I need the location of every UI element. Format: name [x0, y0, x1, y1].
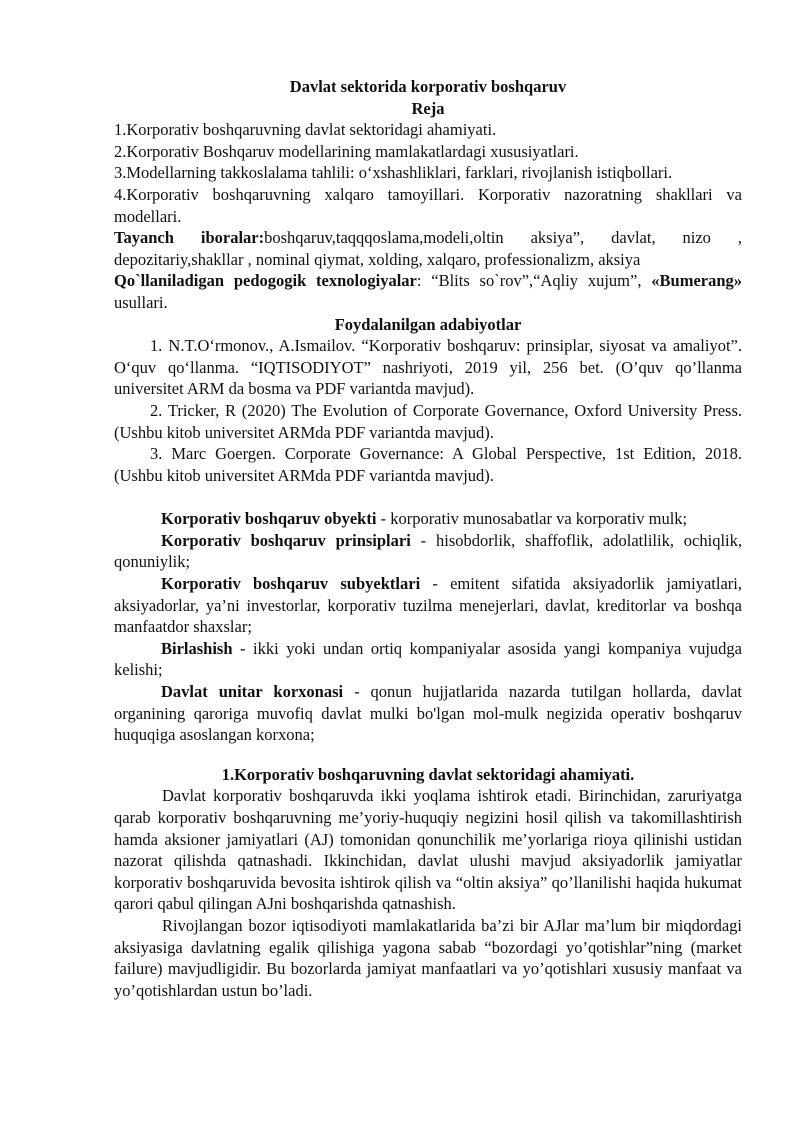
definition-item	[114, 508, 742, 530]
plan-item: 1.Korporativ boshqaruvning davlat sektoridagi ahamiyati.	[114, 120, 497, 140]
definition-text: - qonun hujjatlarida nazarda tutilgan hollarda, davlat organining qaroriga muvofiq davlat mulki bo'lgan mol-mulk negizida operativ boshqaruv huquqiga asoslangan korxona;	[114, 682, 742, 745]
plan-list	[114, 119, 742, 227]
definition-text: - emitent sifatida aksiyadorlik jamiyatlari, aksiyadorlar, ya’ni investorlar, korporativ tuzilma menejerlari, davlat, kreditorlar va boshqa manfaatdor shaxslar;	[114, 574, 742, 637]
keywords-text: boshqaruv,taqqqoslama,modeli,oltin aksiya”, davlat, nizo , depozitariy,shakllar , nominal qiymat, xolding, xalqaro, professionalizm, aksiya	[114, 228, 742, 269]
plan-heading: Reja	[411, 98, 445, 118]
reference-item: 2. Tricker, R (2020) The Evolution of Corporate Governance, Oxford University Press. (Ushbu kitob universitet ARMda PDF variantda mavjud).	[114, 400, 742, 442]
definitions-list	[114, 508, 742, 746]
technologies-bumerang: «Bumerang»	[651, 271, 743, 291]
definition-item	[114, 573, 742, 638]
plan-item: 3.Modellarning takkoslalama tahlili: o‘xshashliklari, farklari, rivojlanish istiqbollari.	[114, 163, 673, 183]
definition-item	[114, 681, 742, 746]
definition-text: - ikki yoki undan ortiq kompaniyalar asosida yangi kompaniya vujudga kelishi;	[114, 638, 742, 680]
keywords-label: Tayanch iboralar:	[114, 228, 265, 248]
reference-item: 3. Marc Goergen. Corporate Governance: A Global Perspective, 1st Edition, 2018. (Ushbu kitob universitet ARMda PDF variantda mavjud).	[114, 444, 742, 485]
section1-heading: 1.Korporativ boshqaruvning davlat sektoridagi ahamiyati.	[221, 764, 635, 784]
plan-item: 2.Korporativ Boshqaruv modellarining mamlakatlardagi xususiyatlari.	[114, 141, 579, 161]
definition-term: Korporativ boshqaruv obyekti	[161, 509, 377, 529]
definition-term: Korporativ boshqaruv prinsiplari	[161, 530, 411, 550]
definition-item	[114, 638, 742, 681]
definition-text: - hisobdorlik, shaffoflik, adolatlilik, ochiqlik, qonuniylik;	[114, 530, 742, 572]
references-list	[114, 335, 742, 486]
references-heading: Foydalanilgan adabiyotlar	[334, 314, 522, 334]
definition-item	[114, 530, 742, 573]
definition-term: Davlat unitar korxonasi	[161, 682, 344, 702]
reference-item: 1. N.T.O‘rmonov., A.Ismailov. “Korporativ boshqaruv: prinsiplar, siyosat va amaliyot”. O‘quv qo‘llanma. “IQTISODIYOT” nashriyoti, 2019 yil, 256 bet. (O’quv qo’llanma universitet ARM da bosma va PDF variantda mavjud).	[114, 336, 742, 399]
spacer	[114, 486, 742, 508]
technologies-paragraph	[114, 270, 742, 313]
definition-term: Korporativ boshqaruv subyektlari	[161, 574, 421, 594]
plan-item: 4.Korporativ boshqaruvning xalqaro tamoyillari. Korporativ nazoratning shakllari va modellari.	[114, 184, 742, 226]
section1-paragraph: Rivojlangan bozor iqtisodiyoti mamlakatlarida ba’zi bir AJlar ma’lum bir miqdordagi aksiyasiga davlatning egalik qilishiga yagona sabab “bozordagi yo’qotishlar”ning (market failure) mavjudligidir. Bu bozorlarda jamiyat manfaatlari va yo’qotishlari xususiy manfaat va yo’qotishlardan ustun bo’ladi.	[114, 915, 742, 1000]
document-title: Davlat sektorida korporativ boshqaruv	[289, 77, 567, 96]
definition-term: Birlashish	[161, 638, 233, 658]
document-page	[114, 76, 742, 1001]
definition-text: - korporativ munosabatlar va korporativ mulk;	[376, 509, 688, 529]
spacer	[114, 746, 742, 764]
technologies-tail: usullari.	[114, 292, 168, 312]
keywords-paragraph	[114, 227, 742, 270]
section1-paragraph: Davlat korporativ boshqaruvda ikki yoqlama ishtirok etadi. Birinchidan, zaruriyatga qarab korporativ boshqaruvning me’yoriy-huquqiy negizini hosil qilish va takomillashtirish hamda aksioner jamiyatlari (AJ) tomonidan qonunchilik me’yorlariga rioya qilinishi ustidan nazorat qilishda qatnashadi. Ikkinchidan, davlat ulushi mavjud aksiyadorlik jamiyatlar korporativ boshqaruvida bevosita ishtirok qilish va “oltin aksiya” qo’llanilishi haqida hukumat qarori qabul qilingan AJni boshqarishda qatnashish.	[114, 786, 742, 914]
technologies-label: Qo`llaniladigan pedogogik texnologiyalar	[114, 271, 417, 291]
technologies-text: : “Blits so`rov”,“Aqliy xujum”,	[416, 271, 642, 291]
